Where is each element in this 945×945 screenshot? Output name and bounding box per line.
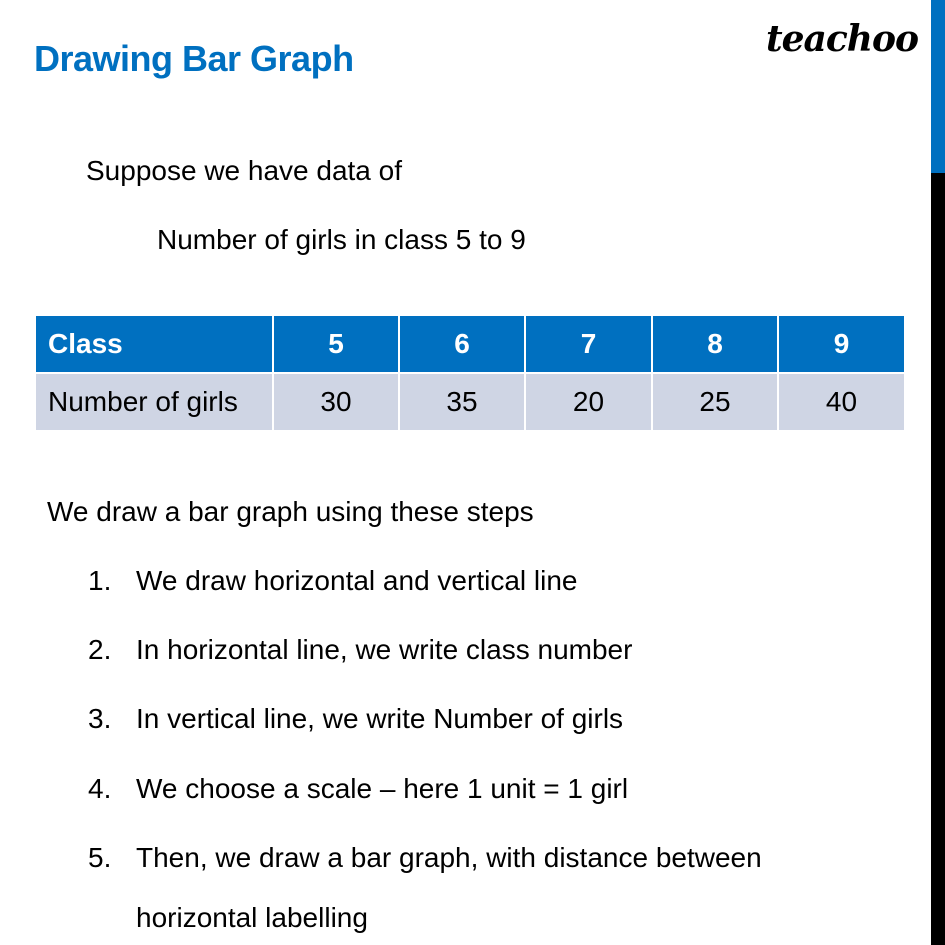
teachoo-logo: teachoo <box>766 18 918 60</box>
intro-subtext: Number of girls in class 5 to 9 <box>157 224 526 255</box>
step-number: 4. <box>88 773 112 804</box>
table-cell: 40 <box>778 373 905 431</box>
table-header-cell: 7 <box>525 315 652 373</box>
table-cell: Number of girls <box>35 373 273 431</box>
data-table <box>34 314 906 432</box>
table-header-cell: 5 <box>273 315 399 373</box>
step-text: In vertical line, we write Number of girls <box>136 703 624 734</box>
table-cell: 20 <box>525 373 652 431</box>
step-text: We draw horizontal and vertical line <box>136 565 578 596</box>
step-text: Then, we draw a bar graph, with distance between <box>136 842 762 873</box>
intro-text: Suppose we have data of <box>86 155 403 186</box>
table-row <box>35 373 905 431</box>
side-accent-bar <box>931 0 945 173</box>
page-title: Drawing Bar Graph <box>34 38 354 79</box>
steps-intro: We draw a bar graph using these steps <box>47 496 534 527</box>
table-header-cell: 6 <box>399 315 525 373</box>
step-text: horizontal labelling <box>136 902 368 933</box>
step-number: 3. <box>88 703 112 734</box>
table-header-cell: 8 <box>652 315 778 373</box>
table-header-row <box>35 315 905 373</box>
table-header-cell: 9 <box>778 315 905 373</box>
step-number: 2. <box>88 634 112 665</box>
side-dark-bar <box>931 173 945 945</box>
table-cell: 35 <box>399 373 525 431</box>
table-cell: 25 <box>652 373 778 431</box>
step-text: We choose a scale – here 1 unit = 1 girl <box>136 773 629 804</box>
table-header-cell: Class <box>35 315 273 373</box>
step-number: 5. <box>88 842 112 873</box>
step-number: 1. <box>88 565 112 596</box>
table-cell: 30 <box>273 373 399 431</box>
step-text: In horizontal line, we write class number <box>136 634 633 665</box>
